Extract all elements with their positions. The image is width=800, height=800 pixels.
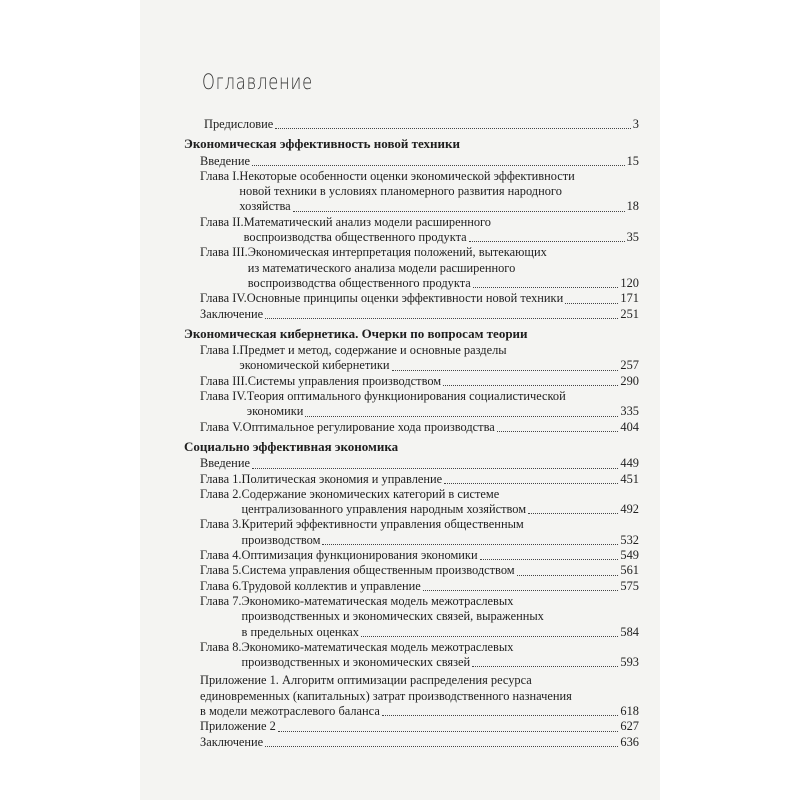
chapter-number: Глава 5. [200, 563, 242, 578]
toc-entry-chapter [183, 563, 639, 578]
entry-last-line [242, 579, 640, 594]
chapter-title [239, 343, 639, 374]
entry-line: Теория оптимального функционирования социалистической [246, 389, 566, 404]
chapter-title [243, 420, 639, 435]
leader-dots [469, 241, 625, 242]
leader-dots [275, 128, 631, 129]
entry-line: производственных и экономических связей, выраженных [241, 609, 544, 624]
chapter-number: Глава IV. [200, 291, 247, 306]
chapter-title [242, 579, 640, 594]
chapter-number: Глава III. [200, 373, 248, 388]
part-heading: Экономическая кибернетика. Очерки по вопросам теории [184, 325, 528, 341]
entry-last-line [242, 472, 640, 487]
toc-entry-chapter [183, 245, 639, 291]
entry-line: в предельных оценках [241, 624, 359, 639]
entry-line: экономической кибернетики [239, 358, 390, 373]
entry-last-line [242, 502, 640, 517]
part-heading: Экономическая эффективность новой техники [184, 136, 460, 152]
entry-last-line [242, 625, 640, 640]
entry-label: Введение [200, 153, 250, 168]
entry-line: Экономическая интерпретация положений, вытекающих [247, 245, 547, 260]
entry-last-line [248, 276, 639, 291]
leader-dots [322, 544, 618, 545]
toc-entry-chapter [183, 579, 639, 594]
page-number: 3 [632, 117, 639, 131]
page-number: 561 [620, 563, 639, 578]
chapter-title [242, 472, 640, 487]
page-number: 492 [620, 502, 639, 517]
entry-line: хозяйства [239, 199, 291, 214]
leader-dots [265, 746, 618, 747]
toc-entry-chapter [183, 640, 639, 671]
toc-entry-chapter [183, 374, 639, 389]
chapter-title [247, 291, 639, 306]
page-number: 451 [620, 471, 639, 486]
entry-last-line [244, 230, 639, 245]
page-number: 575 [620, 578, 639, 593]
entry-line: Трудовой коллектив и управление [241, 578, 421, 593]
toc-entry-chapter [183, 472, 639, 487]
chapter-number: Глава 4. [200, 548, 242, 563]
chapter-title [242, 563, 640, 578]
leader-dots [392, 370, 619, 371]
entry-line: Экономико-математическая модель межотраслевых [241, 639, 514, 654]
entry-line: Системы управления производством [247, 373, 442, 388]
chapter-number: Глава 1. [200, 471, 242, 486]
entry-label: Приложение 2 [200, 719, 276, 734]
entry-last-line [243, 420, 639, 435]
toc-entry-chapter [183, 389, 639, 420]
page-number: 627 [620, 719, 639, 734]
part-entries [183, 154, 639, 322]
page-number: 15 [626, 153, 639, 168]
chapter-title [239, 169, 639, 215]
leader-dots [423, 590, 619, 591]
table-of-contents [183, 113, 639, 750]
chapter-number: Глава II. [200, 214, 244, 229]
leader-dots [480, 559, 619, 560]
page-number: 120 [620, 275, 639, 290]
chapter-number: Глава 2. [200, 486, 242, 501]
leader-dots [472, 666, 618, 667]
entry-line: Предмет и метод, содержание и основные разделы [239, 343, 507, 358]
chapter-number: Глава V. [200, 419, 243, 434]
toc-entry-chapter [183, 487, 639, 518]
entry-last-line [248, 374, 639, 389]
chapter-number: Глава IV. [200, 389, 247, 404]
leader-dots [252, 165, 625, 166]
entry-line: воспроизводства общественного продукта [243, 230, 467, 245]
page-number: 290 [620, 373, 639, 388]
entry-line: экономики [246, 404, 304, 419]
leader-dots [565, 303, 618, 304]
leader-dots [293, 211, 625, 212]
leader-dots [473, 287, 619, 288]
toc-entry-chapter [183, 291, 639, 306]
page-number: 335 [620, 404, 639, 419]
toc-entry [183, 154, 639, 169]
entry-line: Приложение 1. Алгоритм оптимизации распределения ресурса [200, 673, 532, 688]
entry-line: Математический анализ модели расширенного [243, 214, 491, 229]
leader-dots [528, 513, 618, 514]
toc-entry-chapter [183, 420, 639, 435]
chapter-title [248, 245, 639, 291]
chapter-title [242, 594, 640, 640]
entry-label: Введение [200, 456, 250, 471]
chapter-number: Глава I. [200, 343, 240, 358]
chapter-number: Глава 6. [200, 578, 242, 593]
entry-line: Экономико-математическая модель межотраслевых [241, 593, 514, 608]
leader-dots [443, 385, 618, 386]
page-number: 636 [620, 734, 639, 749]
entry-last-line [200, 704, 639, 719]
entry-label: Заключение [200, 306, 264, 321]
page-number: 171 [620, 291, 639, 306]
entry-line: воспроизводства общественного продукта [247, 275, 471, 290]
entry-line: централизованного управления народным хозяйством [241, 502, 527, 517]
toc-entry-chapter [183, 594, 639, 640]
leader-dots [278, 731, 619, 732]
page-title: Оглавление [202, 70, 313, 94]
chapter-title [248, 374, 639, 389]
entry-label: Предисловие [204, 117, 274, 131]
leader-dots [252, 468, 618, 469]
page-number: 251 [620, 306, 639, 321]
chapter-title [242, 640, 640, 671]
chapter-title [242, 548, 640, 563]
entry-line: производственных и экономических связей [241, 655, 471, 670]
entry-line: Содержание экономических категорий в системе [241, 486, 500, 501]
toc-entry-chapter [183, 343, 639, 374]
toc-entry-chapter [183, 548, 639, 563]
toc-entry-appendix-1 [183, 673, 639, 719]
chapter-title [244, 215, 639, 246]
entry-last-line [247, 291, 639, 306]
chapter-number: Глава III. [200, 245, 248, 260]
page-number: 549 [620, 548, 639, 563]
toc-entry-chapter [183, 169, 639, 215]
entry-line: производством [241, 532, 321, 547]
entry-line: Некоторые особенности оценки экономической эффективности [239, 168, 575, 183]
entry-line: Основные принципы оценки эффективности новой техники [246, 291, 564, 306]
entry-line: новой техники в условиях планомерного развития народного [239, 184, 562, 199]
leader-dots [361, 636, 618, 637]
entry-last-line [242, 563, 640, 578]
entry-last-line [239, 199, 639, 214]
entry-last-line [239, 358, 639, 373]
chapter-title [247, 389, 639, 420]
part-entries [183, 343, 639, 435]
chapter-title [242, 487, 640, 518]
entry-line: Политическая экономия и управление [241, 471, 443, 486]
page-number: 449 [620, 456, 639, 471]
page-number: 584 [620, 624, 639, 639]
leader-dots [497, 431, 619, 432]
leader-dots [305, 416, 618, 417]
leader-dots [382, 715, 619, 716]
chapter-number: Глава 3. [200, 517, 242, 532]
page-number: 618 [620, 703, 639, 718]
entry-last-line [247, 404, 639, 419]
page-number: 18 [626, 199, 639, 214]
toc-entry-chapter [183, 215, 639, 246]
toc-entry-conclusion [183, 735, 639, 750]
entry-line: Критерий эффективности управления общественным [241, 517, 524, 532]
chapter-title [242, 517, 640, 548]
toc-entry-appendix-2 [183, 719, 639, 734]
toc-entry-chapter [183, 517, 639, 548]
entry-line: из математического анализа модели расширенного [247, 260, 516, 275]
page-number: 35 [626, 230, 639, 245]
entry-last-line [242, 655, 640, 670]
page-number: 257 [620, 358, 639, 373]
leader-dots [265, 318, 618, 319]
page-number: 532 [620, 532, 639, 547]
page-number: 593 [620, 655, 639, 670]
toc-entry-preface [183, 117, 639, 132]
entry-label: Заключение [200, 734, 264, 749]
part-entries [183, 456, 639, 670]
leader-dots [517, 575, 619, 576]
part-heading: Социально эффективная экономика [184, 438, 399, 454]
entry-line: Оптимальное регулирование хода производства [242, 419, 495, 434]
chapter-number: Глава I. [200, 168, 240, 183]
entry-line: в модели межотраслевого баланса [200, 703, 380, 718]
entry-last-line [242, 533, 640, 548]
entry-line: Оптимизация функционирования экономики [241, 548, 478, 563]
entry-line: единовременных (капитальных) затрат производственного назначения [200, 688, 572, 703]
chapter-number: Глава 7. [200, 593, 242, 608]
entry-last-line [242, 548, 640, 563]
chapter-number: Глава 8. [200, 639, 242, 654]
toc-entry [183, 307, 639, 322]
leader-dots [444, 483, 618, 484]
toc-entry [183, 456, 639, 471]
entry-line: Система управления общественным производством [241, 563, 515, 578]
page-number: 404 [620, 419, 639, 434]
